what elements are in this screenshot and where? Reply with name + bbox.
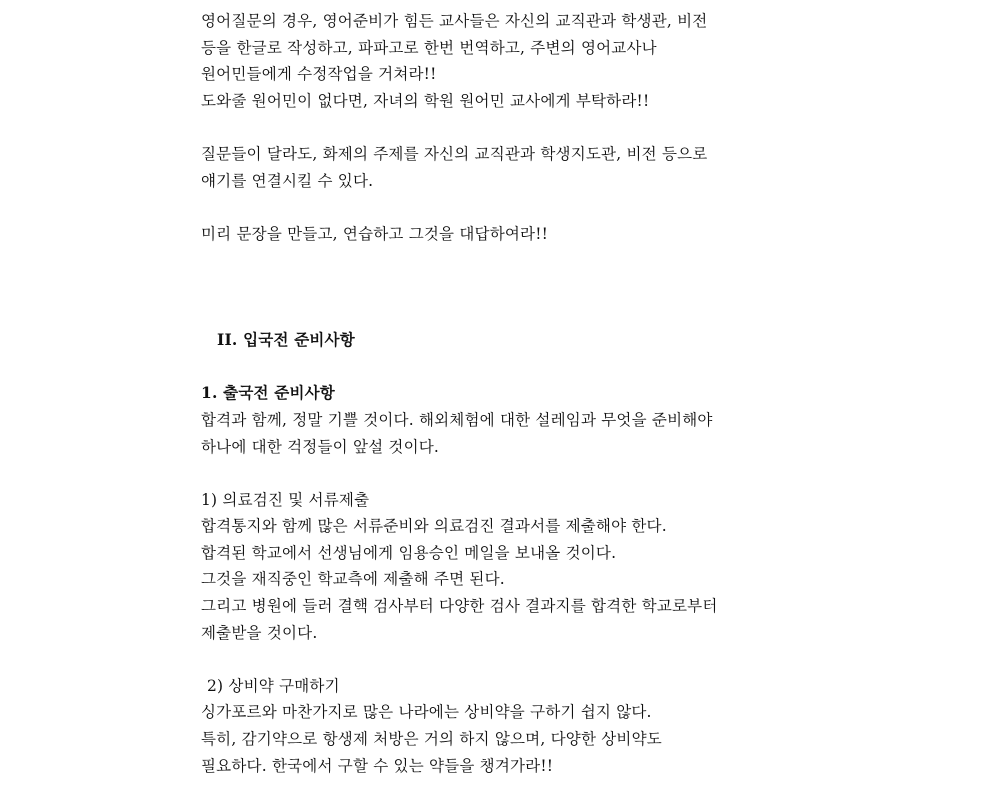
- intro-paragraph-3: [201, 221, 961, 248]
- intro-paragraph-1: [201, 8, 961, 114]
- text-line: 원어민들에게 수정작업을 거쳐라!!: [201, 65, 437, 84]
- subsection-paragraph: [201, 407, 961, 460]
- text-line: 합격통지와 함께 많은 서류준비와 의료검진 결과서를 제출해야 한다.: [201, 517, 667, 536]
- text-line: 미리 문장을 만들고, 연습하고 그것을 대답하여라!!: [201, 224, 549, 243]
- text-line: 싱가포르와 마찬가지로 많은 나라에는 상비약을 구하기 쉽지 않다.: [201, 703, 652, 722]
- section-heading: II. 입국전 준비사항: [217, 330, 355, 350]
- text-line: 특히, 감기약으로 항생제 처방은 거의 하지 않으며, 다양한 상비약도: [201, 730, 662, 749]
- document-page: [201, 8, 961, 779]
- item-paragraph-medicine: [201, 699, 961, 779]
- spacer: [201, 460, 961, 487]
- text-line: 그리고 병원에 들러 결핵 검사부터 다양한 검사 결과지를 합격한 학교로부터: [201, 597, 718, 616]
- intro-paragraph-2: [201, 141, 961, 194]
- text-line: 하나에 대한 걱정들이 앞설 것이다.: [201, 437, 440, 456]
- text-line: 합격과 함께, 정말 기쁠 것이다. 해외체험에 대한 설레임과 무엇을 준비해야: [201, 410, 713, 429]
- text-line: 합격된 학교에서 선생님에게 임용승인 메일을 보내올 것이다.: [201, 543, 617, 562]
- spacer: [201, 354, 961, 381]
- spacer: [201, 194, 961, 221]
- text-line: 그것을 재직중인 학교측에 제출해 주면 된다.: [201, 570, 505, 589]
- subsection-heading: 1. 출국전 준비사항: [201, 383, 335, 403]
- text-line: 도와줄 원어민이 없다면, 자녀의 학원 원어민 교사에게 부탁하라!!: [201, 91, 650, 110]
- text-line: 얘기를 연결시킬 수 있다.: [201, 171, 374, 190]
- text-line: 질문들이 달라도, 화제의 주제를 자신의 교직관과 학생지도관, 비전 등으로: [201, 144, 708, 163]
- text-line: 영어질문의 경우, 영어준비가 힘든 교사들은 자신의 교직관과 학생관, 비전: [201, 12, 708, 30]
- text-line: 제출받을 것이다.: [201, 623, 318, 642]
- item-heading-medicine: 2) 상비약 구매하기: [207, 676, 340, 695]
- spacer: [201, 247, 961, 327]
- text-line: 등을 한글로 작성하고, 파파고로 한번 번역하고, 주변의 영어교사나: [201, 38, 657, 57]
- item-paragraph-medical: [201, 513, 961, 646]
- item-heading-medical: 1) 의료검진 및 서류제출: [201, 490, 370, 509]
- spacer: [201, 646, 961, 673]
- text-line: 필요하다. 한국에서 구할 수 있는 약들을 챙겨가라!!: [201, 756, 554, 775]
- spacer: [201, 114, 961, 141]
